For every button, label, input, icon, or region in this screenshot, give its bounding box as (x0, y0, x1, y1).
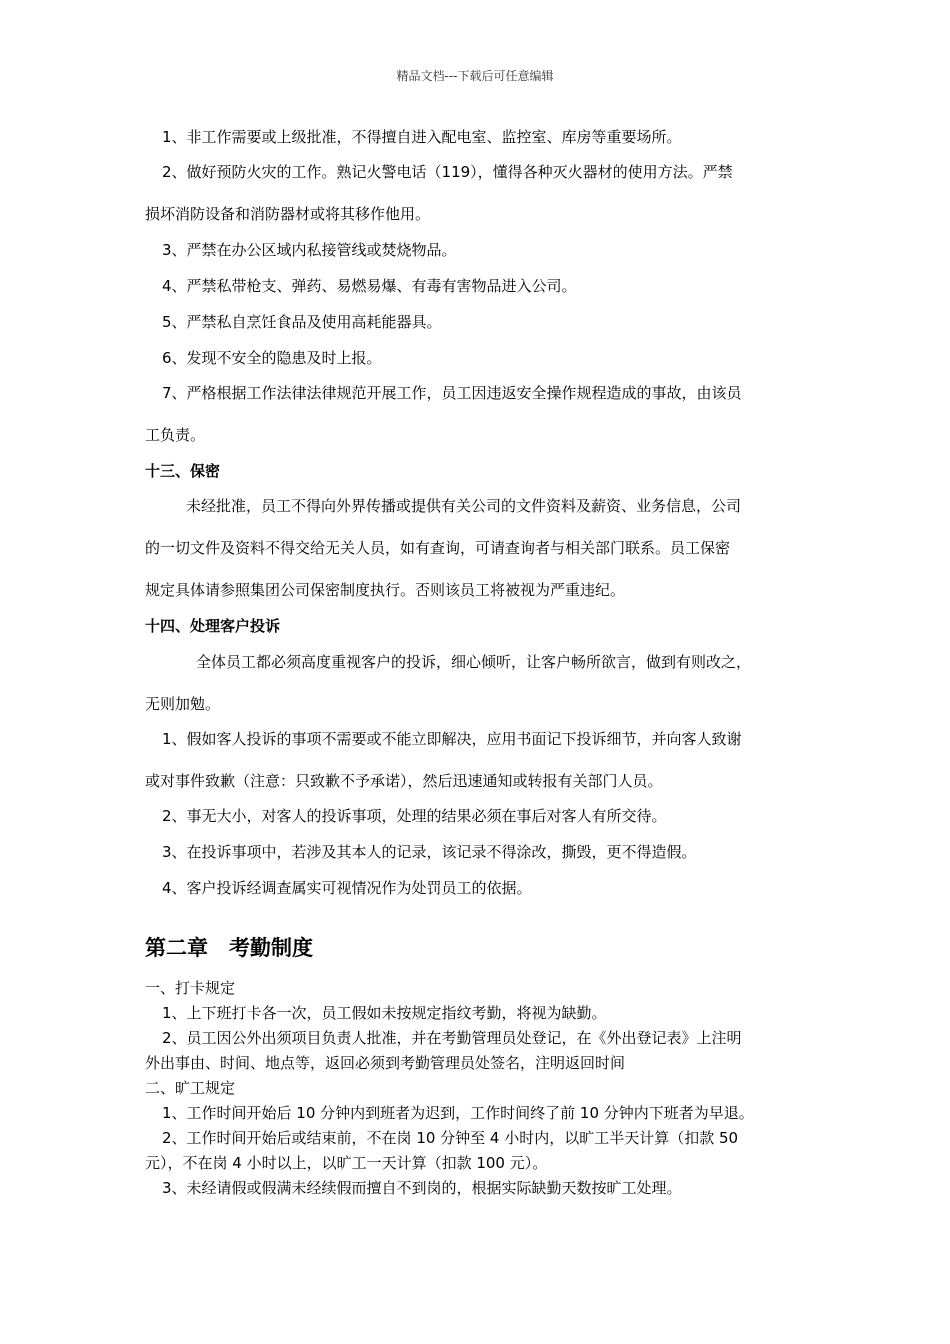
complaint-rule-4: 4、客户投诉经调查属实可视情况作为处罚员工的依据。 (162, 879, 532, 897)
absence-rule-3: 3、未经请假或假满未经续假而擅自不到岗的，根据实际缺勤天数按旷工处理。 (162, 1179, 682, 1197)
rule-6: 6、发现不安全的隐患及时上报。 (162, 349, 382, 367)
clock-rule-1: 1、上下班打卡各一次，员工假如未按规定指纹考勤，将视为缺勤。 (162, 1004, 607, 1022)
section-heading-complaints: 十四、处理客户投诉 (145, 617, 281, 635)
rule-5: 5、严禁私自烹饪食品及使用高耗能器具。 (162, 313, 442, 331)
clock-rule-2-cont: 外出事由、时间、地点等，返回必须到考勤管理员处签名，注明返回时间 (145, 1054, 626, 1072)
attendance-heading-absence: 二、旷工规定 (145, 1079, 236, 1097)
page-header: 精品文档---下载后可任意编辑 (396, 69, 554, 83)
absence-rule-2-cont: 元），不在岗 4 小时以上，以旷工一天计算（扣款 100 元）。 (145, 1154, 548, 1172)
clock-rule-2: 2、员工因公外出须项目负责人批准，并在考勤管理员处登记，在《外出登记表》上注明 (162, 1029, 742, 1047)
complaint-rule-1-cont: 或对事件致歉（注意：只致歉不予承诺），然后迅速通知或转报有关部门人员。 (145, 772, 663, 790)
rule-4: 4、严禁私带枪支、弹药、易燃易爆、有毒有害物品进入公司。 (162, 277, 577, 295)
complaints-intro-1: 全体员工都必须高度重视客户的投诉，细心倾听，让客户畅所欲言，做到有则改之， (196, 653, 752, 671)
rule-3: 3、严禁在办公区域内私接管线或焚烧物品。 (162, 241, 457, 259)
section-heading-confidentiality: 十三、保密 (145, 462, 221, 480)
chapter-title: 第二章 考勤制度 (145, 936, 313, 960)
complaints-intro-2: 无则加勉。 (145, 695, 221, 713)
rule-7: 7、严格根据工作法律法律规范开展工作，员工因违返安全操作规程造成的事故，由该员 (162, 384, 742, 402)
rule-7-cont: 工负责。 (145, 426, 206, 444)
confidentiality-para-3: 规定具体请参照集团公司保密制度执行。否则该员工将被视为严重违纪。 (145, 581, 626, 599)
attendance-heading-clock: 一、打卡规定 (145, 979, 236, 997)
complaint-rule-2: 2、事无大小，对客人的投诉事项，处理的结果必须在事后对客人有所交待。 (162, 807, 667, 825)
rule-1: 1、非工作需要或上级批准，不得擅自进入配电室、监控室、库房等重要场所。 (162, 128, 682, 146)
absence-rule-1: 1、工作时间开始后 10 分钟内到班者为迟到，工作时间终了前 10 分钟内下班者为早退。 (162, 1104, 754, 1122)
confidentiality-para-2: 的一切文件及资料不得交给无关人员，如有查询，可请查询者与相关部门联系。员工保密 (145, 539, 731, 557)
rule-2-cont: 损坏消防设备和消防器材或将其移作他用。 (145, 205, 431, 223)
complaint-rule-1: 1、假如客人投诉的事项不需要或不能立即解决，应用书面记下投诉细节，并向客人致谢 (162, 730, 742, 748)
rule-2: 2、做好预防火灾的工作。熟记火警电话（119），懂得各种灭火器材的使用方法。严禁 (162, 163, 733, 181)
absence-rule-2: 2、工作时间开始后或结束前，不在岗 10 分钟至 4 小时内，以旷工半天计算（扣款 50 (162, 1129, 739, 1147)
complaint-rule-3: 3、在投诉事项中，若涉及其本人的记录，该记录不得涂改，撕毁，更不得造假。 (162, 843, 697, 861)
confidentiality-para-1: 未经批准，员工不得向外界传播或提供有关公司的文件资料及薪资、业务信息，公司 (186, 497, 742, 515)
